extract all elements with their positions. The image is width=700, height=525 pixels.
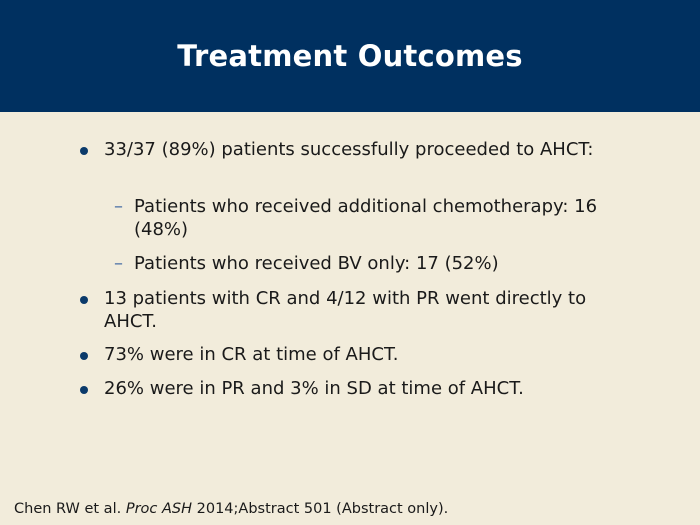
bullet-dot-icon [80,296,88,304]
citation [14,500,448,518]
bullet-dot-icon [80,386,88,394]
citation-authors: Chen RW et al. [14,501,122,517]
bullet-2: 13 patients with CR and 4/12 with PR went directly to AHCT. [104,288,587,332]
bullet-dot-icon [80,147,88,155]
sub-bullet-1: Patients who received additional chemotherapy: 16 (48%) [134,196,598,240]
sub-bullet-dash-icon: – [114,196,123,217]
citation-details: 2014;Abstract 501 (Abstract only). [196,501,449,517]
citation-journal: Proc ASH [125,501,193,517]
bullet-1: 33/37 (89%) patients successfully proceeded to AHCT: [104,139,594,160]
bullet-dot-icon [80,352,88,360]
slide-title: Treatment Outcomes [177,39,523,73]
bullet-4: 26% were in PR and 3% in SD at time of AHCT. [104,378,524,399]
bullet-3: 73% were in CR at time of AHCT. [104,344,399,365]
sub-bullet-2: Patients who received BV only: 17 (52%) [134,253,499,274]
sub-bullet-dash-icon: – [114,253,123,274]
